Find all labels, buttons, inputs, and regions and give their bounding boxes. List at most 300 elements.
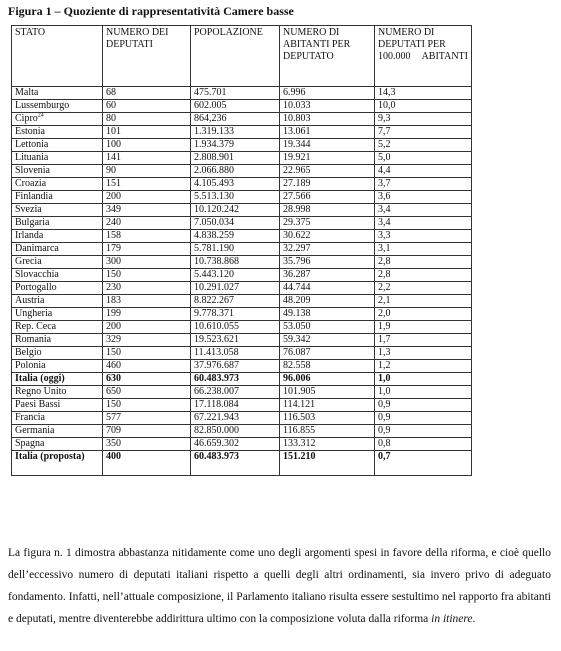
cell-text: 150 bbox=[106, 347, 121, 358]
cell-deputati bbox=[103, 269, 191, 282]
cell-abitanti-per-deputato bbox=[280, 451, 375, 476]
cell-stato bbox=[12, 165, 103, 178]
cell-popolazione bbox=[191, 308, 280, 321]
cell-text: 13.061 bbox=[283, 126, 311, 137]
cell-text: 150 bbox=[106, 399, 121, 410]
cell-popolazione bbox=[191, 139, 280, 152]
cell-text: Slovenia bbox=[15, 165, 50, 176]
cell-text: 3,6 bbox=[378, 191, 391, 202]
cell-stato bbox=[12, 360, 103, 373]
cell-deputati bbox=[103, 256, 191, 269]
cell-stato bbox=[12, 308, 103, 321]
cell-text: Rep. Ceca bbox=[15, 321, 57, 332]
cell-stato bbox=[12, 230, 103, 243]
cell-deputati bbox=[103, 100, 191, 113]
table-row bbox=[12, 321, 472, 334]
cell-text: Germania bbox=[15, 425, 55, 436]
cell-text: Italia (proposta) bbox=[15, 451, 85, 462]
cell-text: 10.291.027 bbox=[194, 282, 239, 293]
cell-popolazione bbox=[191, 438, 280, 451]
cell-text: 141 bbox=[106, 152, 121, 163]
cell-popolazione bbox=[191, 256, 280, 269]
table-row bbox=[12, 217, 472, 230]
figure-title: Figura 1 – Quoziente di rappresentatività Camere basse bbox=[8, 4, 294, 18]
table-row bbox=[12, 230, 472, 243]
table-row bbox=[12, 347, 472, 360]
col-header-deputati: NUMERO DEI DEPUTATI bbox=[103, 26, 191, 87]
cell-stato bbox=[12, 438, 103, 451]
cell-deputati-per-100k bbox=[375, 178, 472, 191]
cell-stato bbox=[12, 100, 103, 113]
cell-text: 90 bbox=[106, 165, 116, 176]
cell-stato bbox=[12, 113, 103, 126]
cell-deputati-per-100k bbox=[375, 126, 472, 139]
cell-text: 14,3 bbox=[378, 87, 396, 98]
cell-abitanti-per-deputato bbox=[280, 126, 375, 139]
cell-text: 28.998 bbox=[283, 204, 311, 215]
cell-deputati bbox=[103, 191, 191, 204]
cell-text: 30.622 bbox=[283, 230, 311, 241]
cell-deputati bbox=[103, 126, 191, 139]
table-row bbox=[12, 178, 472, 191]
cell-text: 4,4 bbox=[378, 165, 391, 176]
cell-stato bbox=[12, 152, 103, 165]
cell-deputati-per-100k bbox=[375, 230, 472, 243]
cell-text: 4.838.259 bbox=[194, 230, 234, 241]
cell-text: 11.413.058 bbox=[194, 347, 239, 358]
cell-deputati bbox=[103, 425, 191, 438]
table-row bbox=[12, 204, 472, 217]
cell-text: 1.319.133 bbox=[194, 126, 234, 137]
cell-text: 68 bbox=[106, 87, 116, 98]
cell-popolazione bbox=[191, 360, 280, 373]
cell-abitanti-per-deputato bbox=[280, 399, 375, 412]
cell-deputati-per-100k bbox=[375, 321, 472, 334]
cell-popolazione bbox=[191, 204, 280, 217]
cell-text: Lussemburgo bbox=[15, 100, 70, 111]
cell-text: 114.121 bbox=[283, 399, 316, 410]
cell-text: 19.523.621 bbox=[194, 334, 239, 345]
cell-popolazione bbox=[191, 269, 280, 282]
cell-text: 158 bbox=[106, 230, 121, 241]
cell-abitanti-per-deputato bbox=[280, 360, 375, 373]
cell-popolazione bbox=[191, 126, 280, 139]
cell-text: 2,8 bbox=[378, 256, 391, 267]
cell-stato bbox=[12, 334, 103, 347]
cell-abitanti-per-deputato bbox=[280, 282, 375, 295]
table-row bbox=[12, 373, 472, 386]
col-header-stato: STATO bbox=[12, 26, 103, 87]
cell-abitanti-per-deputato bbox=[280, 165, 375, 178]
cell-text: Grecia bbox=[15, 256, 42, 267]
cell-text: 82.558 bbox=[283, 360, 311, 371]
cell-popolazione bbox=[191, 152, 280, 165]
cell-text: 27.189 bbox=[283, 178, 311, 189]
table-row bbox=[12, 152, 472, 165]
cell-text: 6.996 bbox=[283, 87, 306, 98]
cell-stato bbox=[12, 451, 103, 476]
cell-stato bbox=[12, 386, 103, 399]
cell-stato bbox=[12, 269, 103, 282]
cell-deputati-per-100k bbox=[375, 113, 472, 126]
cell-text: 3,4 bbox=[378, 204, 391, 215]
body-paragraph bbox=[8, 542, 551, 630]
table-row bbox=[12, 412, 472, 425]
cell-abitanti-per-deputato bbox=[280, 191, 375, 204]
cell-deputati-per-100k bbox=[375, 360, 472, 373]
cell-text: 3,1 bbox=[378, 243, 391, 254]
cell-popolazione bbox=[191, 165, 280, 178]
table-row bbox=[12, 139, 472, 152]
cell-abitanti-per-deputato bbox=[280, 412, 375, 425]
cell-text: 0,9 bbox=[378, 412, 391, 423]
cell-abitanti-per-deputato bbox=[280, 217, 375, 230]
cell-stato bbox=[12, 217, 103, 230]
cell-text: 60.483.973 bbox=[194, 451, 239, 462]
cell-stato bbox=[12, 126, 103, 139]
cell-text: 709 bbox=[106, 425, 121, 436]
cell-deputati bbox=[103, 282, 191, 295]
cell-deputati bbox=[103, 152, 191, 165]
cell-deputati bbox=[103, 243, 191, 256]
cell-text: Estonia bbox=[15, 126, 45, 137]
cell-text: 32.297 bbox=[283, 243, 311, 254]
cell-text: 1,0 bbox=[378, 386, 391, 397]
cell-stato bbox=[12, 178, 103, 191]
cell-text: 3,7 bbox=[378, 178, 391, 189]
cell-deputati-per-100k bbox=[375, 243, 472, 256]
cell-text: 5.513.130 bbox=[194, 191, 234, 202]
cell-abitanti-per-deputato bbox=[280, 334, 375, 347]
cell-text: 101.905 bbox=[283, 386, 316, 397]
cell-text: 1.934.379 bbox=[194, 139, 234, 150]
cell-text: 329 bbox=[106, 334, 121, 345]
cell-stato bbox=[12, 321, 103, 334]
cell-deputati-per-100k bbox=[375, 295, 472, 308]
cell-text: 59.342 bbox=[283, 334, 311, 345]
cell-popolazione bbox=[191, 334, 280, 347]
cell-text: 116.503 bbox=[283, 412, 316, 423]
col-header-abitanti-per-deputato bbox=[280, 26, 375, 87]
table-row bbox=[12, 399, 472, 412]
cell-text: 44.744 bbox=[283, 282, 311, 293]
cell-text: Croazia bbox=[15, 178, 47, 189]
cell-deputati-per-100k bbox=[375, 191, 472, 204]
representativeness-table bbox=[11, 25, 472, 476]
cell-text: 133.312 bbox=[283, 438, 316, 449]
cell-text: Bulgaria bbox=[15, 217, 50, 228]
cell-deputati bbox=[103, 373, 191, 386]
cell-popolazione bbox=[191, 178, 280, 191]
cell-text: 9.778.371 bbox=[194, 308, 234, 319]
footnote-marker: 24 bbox=[37, 112, 44, 119]
cell-text: 2,8 bbox=[378, 269, 391, 280]
cell-stato bbox=[12, 282, 103, 295]
cell-abitanti-per-deputato bbox=[280, 308, 375, 321]
cell-deputati-per-100k bbox=[375, 204, 472, 217]
cell-text: 577 bbox=[106, 412, 121, 423]
cell-abitanti-per-deputato bbox=[280, 256, 375, 269]
cell-abitanti-per-deputato bbox=[280, 243, 375, 256]
cell-text: Lituania bbox=[15, 152, 49, 163]
cell-text: 0,8 bbox=[378, 438, 391, 449]
cell-popolazione bbox=[191, 386, 280, 399]
table-row bbox=[12, 451, 472, 476]
cell-text: Slovacchia bbox=[15, 269, 59, 280]
cell-stato bbox=[12, 373, 103, 386]
cell-text: 101 bbox=[106, 126, 121, 137]
cell-deputati bbox=[103, 295, 191, 308]
cell-deputati bbox=[103, 87, 191, 100]
cell-text: Danimarca bbox=[15, 243, 59, 254]
cell-deputati bbox=[103, 217, 191, 230]
table-body bbox=[12, 87, 472, 476]
cell-popolazione bbox=[191, 243, 280, 256]
cell-text: 27.566 bbox=[283, 191, 311, 202]
table-row bbox=[12, 126, 472, 139]
cell-text: 5.781.190 bbox=[194, 243, 234, 254]
table-row bbox=[12, 295, 472, 308]
cell-text: 602.005 bbox=[194, 100, 227, 111]
col-header-popolazione: POPOLAZIONE bbox=[191, 26, 280, 87]
cell-text: Spagna bbox=[15, 438, 45, 449]
cell-text: 49.138 bbox=[283, 308, 311, 319]
table-row bbox=[12, 334, 472, 347]
table-row bbox=[12, 438, 472, 451]
cell-popolazione bbox=[191, 282, 280, 295]
cell-text: Belgio bbox=[15, 347, 42, 358]
cell-text: 8.822.267 bbox=[194, 295, 234, 306]
cell-text: Portogallo bbox=[15, 282, 57, 293]
cell-stato bbox=[12, 425, 103, 438]
cell-text: 3,4 bbox=[378, 217, 391, 228]
cell-popolazione bbox=[191, 399, 280, 412]
cell-deputati-per-100k bbox=[375, 438, 472, 451]
cell-text: 2,1 bbox=[378, 295, 391, 306]
table-row bbox=[12, 191, 472, 204]
cell-text: Svezia bbox=[15, 204, 42, 215]
table-row bbox=[12, 113, 472, 126]
cell-text: 0,9 bbox=[378, 425, 391, 436]
cell-deputati-per-100k bbox=[375, 308, 472, 321]
table-header-row bbox=[12, 26, 472, 87]
cell-text: 400 bbox=[106, 451, 121, 462]
cell-text: 4.105.493 bbox=[194, 178, 234, 189]
cell-text: 60 bbox=[106, 100, 116, 111]
cell-text: 2.066.880 bbox=[194, 165, 234, 176]
cell-text: Italia (oggi) bbox=[15, 373, 65, 384]
cell-deputati bbox=[103, 113, 191, 126]
cell-abitanti-per-deputato bbox=[280, 230, 375, 243]
cell-popolazione bbox=[191, 87, 280, 100]
cell-text: Paesi Bassi bbox=[15, 399, 61, 410]
cell-deputati-per-100k bbox=[375, 334, 472, 347]
cell-text: 80 bbox=[106, 113, 116, 124]
cell-text: 1,7 bbox=[378, 334, 391, 345]
cell-deputati bbox=[103, 412, 191, 425]
cell-text: 240 bbox=[106, 217, 121, 228]
cell-abitanti-per-deputato bbox=[280, 386, 375, 399]
cell-text: Finlandia bbox=[15, 191, 53, 202]
cell-text: 179 bbox=[106, 243, 121, 254]
cell-deputati-per-100k bbox=[375, 100, 472, 113]
cell-deputati bbox=[103, 139, 191, 152]
cell-text: 19.344 bbox=[283, 139, 311, 150]
cell-text: 349 bbox=[106, 204, 121, 215]
cell-text: 864,236 bbox=[194, 113, 227, 124]
cell-popolazione bbox=[191, 412, 280, 425]
cell-stato bbox=[12, 412, 103, 425]
cell-abitanti-per-deputato bbox=[280, 100, 375, 113]
cell-text: 5,0 bbox=[378, 152, 391, 163]
cell-deputati-per-100k bbox=[375, 347, 472, 360]
table-row bbox=[12, 425, 472, 438]
cell-text: 350 bbox=[106, 438, 121, 449]
cell-abitanti-per-deputato bbox=[280, 152, 375, 165]
cell-abitanti-per-deputato bbox=[280, 425, 375, 438]
cell-text: 2.808.901 bbox=[194, 152, 234, 163]
cell-deputati-per-100k bbox=[375, 386, 472, 399]
cell-text: Regno Unito bbox=[15, 386, 67, 397]
table-row bbox=[12, 386, 472, 399]
table-row bbox=[12, 282, 472, 295]
table-row bbox=[12, 256, 472, 269]
cell-text: Malta bbox=[15, 87, 39, 98]
cell-deputati bbox=[103, 451, 191, 476]
cell-popolazione bbox=[191, 217, 280, 230]
cell-deputati bbox=[103, 321, 191, 334]
cell-text: 76.087 bbox=[283, 347, 311, 358]
cell-deputati-per-100k bbox=[375, 269, 472, 282]
cell-popolazione bbox=[191, 113, 280, 126]
cell-text: 48.209 bbox=[283, 295, 311, 306]
cell-text: 10.803 bbox=[283, 113, 311, 124]
cell-deputati-per-100k bbox=[375, 282, 472, 295]
cell-text: 230 bbox=[106, 282, 121, 293]
cell-abitanti-per-deputato bbox=[280, 113, 375, 126]
cell-stato bbox=[12, 347, 103, 360]
cell-deputati bbox=[103, 165, 191, 178]
cell-deputati-per-100k bbox=[375, 451, 472, 476]
cell-text: 5.443.120 bbox=[194, 269, 234, 280]
cell-popolazione bbox=[191, 373, 280, 386]
cell-stato bbox=[12, 295, 103, 308]
cell-stato bbox=[12, 139, 103, 152]
cell-deputati bbox=[103, 347, 191, 360]
paragraph-end: . bbox=[472, 613, 476, 625]
cell-text: 200 bbox=[106, 321, 121, 332]
cell-text: 53.050 bbox=[283, 321, 311, 332]
cell-text: 1,3 bbox=[378, 347, 391, 358]
cell-text: 100 bbox=[106, 139, 121, 150]
cell-text: Francia bbox=[15, 412, 45, 423]
cell-text: 1,0 bbox=[378, 373, 391, 384]
cell-text: 183 bbox=[106, 295, 121, 306]
cell-text: 151 bbox=[106, 178, 121, 189]
cell-stato bbox=[12, 256, 103, 269]
cell-text: 3,3 bbox=[378, 230, 391, 241]
cell-abitanti-per-deputato bbox=[280, 373, 375, 386]
cell-text: 7.050.034 bbox=[194, 217, 234, 228]
cell-deputati-per-100k bbox=[375, 217, 472, 230]
cell-text: 17.118.084 bbox=[194, 399, 239, 410]
cell-text: 37.976.687 bbox=[194, 360, 239, 371]
cell-text: Romania bbox=[15, 334, 52, 345]
cell-stato bbox=[12, 204, 103, 217]
cell-text: 460 bbox=[106, 360, 121, 371]
cell-text: 5,2 bbox=[378, 139, 391, 150]
cell-text: 67.221.943 bbox=[194, 412, 239, 423]
cell-text: 36.287 bbox=[283, 269, 311, 280]
cell-deputati-per-100k bbox=[375, 425, 472, 438]
cell-text: 10.033 bbox=[283, 100, 311, 111]
table-row bbox=[12, 308, 472, 321]
cell-text: 1,9 bbox=[378, 321, 391, 332]
cell-text: 151.210 bbox=[283, 451, 316, 462]
cell-deputati-per-100k bbox=[375, 256, 472, 269]
cell-popolazione bbox=[191, 100, 280, 113]
cell-text: 9,3 bbox=[378, 113, 391, 124]
cell-text: 19.921 bbox=[283, 152, 311, 163]
cell-abitanti-per-deputato bbox=[280, 178, 375, 191]
cell-text: Irlanda bbox=[15, 230, 44, 241]
cell-popolazione bbox=[191, 191, 280, 204]
cell-text: 82.850.000 bbox=[194, 425, 239, 436]
cell-abitanti-per-deputato bbox=[280, 347, 375, 360]
cell-text: 150 bbox=[106, 269, 121, 280]
cell-deputati bbox=[103, 360, 191, 373]
cell-abitanti-per-deputato bbox=[280, 87, 375, 100]
cell-deputati bbox=[103, 204, 191, 217]
cell-text: 35.796 bbox=[283, 256, 311, 267]
cell-text: 630 bbox=[106, 373, 121, 384]
cell-text: 2,0 bbox=[378, 308, 391, 319]
cell-abitanti-per-deputato bbox=[280, 139, 375, 152]
table-row bbox=[12, 243, 472, 256]
cell-deputati-per-100k bbox=[375, 165, 472, 178]
cell-text: 66.238.007 bbox=[194, 386, 239, 397]
cell-deputati-per-100k bbox=[375, 373, 472, 386]
col-header-deputati-per-100k bbox=[375, 26, 472, 87]
cell-text: Cipro bbox=[15, 113, 38, 124]
cell-deputati-per-100k bbox=[375, 152, 472, 165]
cell-stato bbox=[12, 191, 103, 204]
cell-deputati bbox=[103, 308, 191, 321]
cell-text: 200 bbox=[106, 191, 121, 202]
cell-deputati bbox=[103, 399, 191, 412]
cell-text: 10.738.868 bbox=[194, 256, 239, 267]
cell-deputati bbox=[103, 386, 191, 399]
cell-deputati bbox=[103, 438, 191, 451]
cell-text: 7,7 bbox=[378, 126, 391, 137]
cell-text: 29.375 bbox=[283, 217, 311, 228]
cell-abitanti-per-deputato bbox=[280, 269, 375, 282]
cell-abitanti-per-deputato bbox=[280, 204, 375, 217]
cell-deputati-per-100k bbox=[375, 139, 472, 152]
cell-deputati-per-100k bbox=[375, 87, 472, 100]
cell-deputati bbox=[103, 230, 191, 243]
paragraph-text: La figura n. 1 dimostra abbastanza nitidamente come uno degli argomenti spesi in favore della riforma, e cioè quello dell’eccessivo numero di deputati italiani rispetto a quelli degli altri ordinamenti, sia invero privo di adeguato fondamento. Infatti, nell’attuale composizione, il Parlamento italiano risulta essere sestultimo nel rapporto fra abitanti e deputati, mentre diventerebbe addirittura ultimo con la composizione voluta dalla riforma bbox=[8, 547, 551, 625]
cell-deputati-per-100k bbox=[375, 399, 472, 412]
cell-text: 0,7 bbox=[378, 451, 391, 462]
cell-text: 10.120.242 bbox=[194, 204, 239, 215]
cell-text: 22.965 bbox=[283, 165, 311, 176]
cell-deputati bbox=[103, 334, 191, 347]
table-row bbox=[12, 100, 472, 113]
cell-text: Austria bbox=[15, 295, 45, 306]
table-row bbox=[12, 165, 472, 178]
cell-text: 10,0 bbox=[378, 100, 396, 111]
